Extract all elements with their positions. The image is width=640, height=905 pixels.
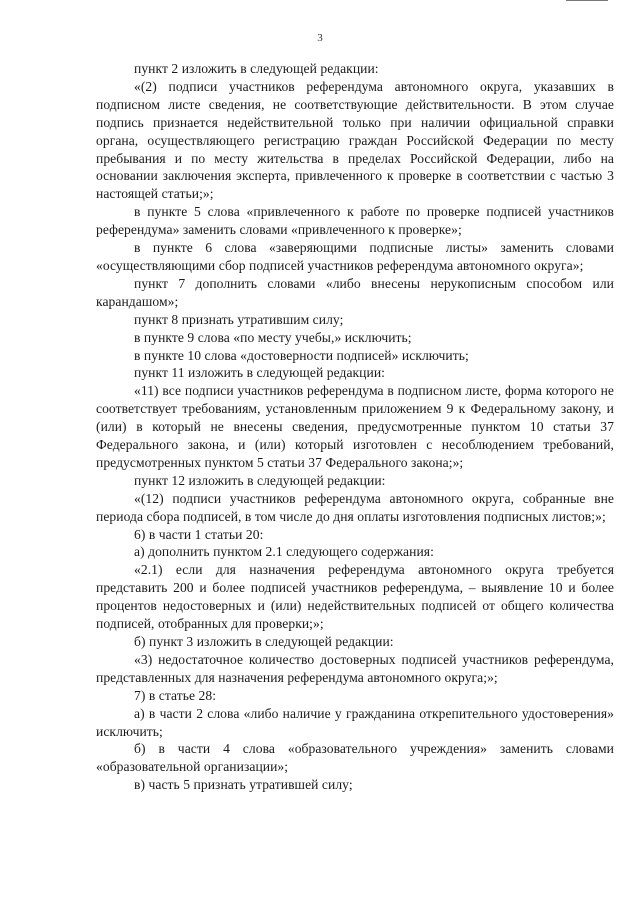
page-number: 3 bbox=[317, 32, 323, 44]
paragraph: б) пункт 3 изложить в следующей редакции: bbox=[134, 634, 394, 649]
document-body bbox=[96, 60, 614, 794]
scan-edge-mark bbox=[566, 0, 608, 1]
paragraph: в пункте 5 слова «привлеченного к работе по проверке подписей участников референдума» заменить словами «привлеченного к проверке»; bbox=[96, 204, 614, 238]
paragraph: пункт 7 дополнить словами «либо внесены нерукописным способом или карандашом»; bbox=[96, 275, 614, 309]
paragraph: 6) в части 1 статьи 20: bbox=[134, 526, 264, 542]
paragraph: пункт 2 изложить в следующей редакции: bbox=[134, 61, 379, 76]
paragraph: 7) в статье 28: bbox=[134, 687, 217, 703]
paragraph: пункт 11 изложить в следующей редакции: bbox=[134, 365, 385, 381]
paragraph: «11) все подписи участников референдума в подписном листе, форма которого не соответствует требованиям, установленным приложением 9 к Федеральному закону, и (или) в который не внесены сведения, предусмотренные пунктом 10 статьи 37 Федерального закона, и (или) который изготовлен с несоблюдением требований, предусмотренных пунктом 5 статьи 37 Федерального закона;»; bbox=[96, 383, 614, 470]
paragraph: пункт 12 изложить в следующей редакции: bbox=[134, 472, 386, 488]
paragraph: а) дополнить пунктом 2.1 следующего содержания: bbox=[134, 544, 434, 560]
paragraph: пункт 8 признать утратившим силу; bbox=[134, 311, 344, 327]
paragraph: в пункте 6 слова «заверяющими подписные листы» заменить словами «осуществляющими сбор подписей участников референдума автономного округа»; bbox=[96, 240, 614, 273]
paragraph: а) в части 2 слова «либо наличие у гражданина открепительного удостоверения» исключить; bbox=[96, 705, 614, 739]
paragraph: «(12) подписи участников референдума автономного округа, собранные вне периода сбора подписей, в том числе до дня оплаты изготовления подписных листов;»; bbox=[96, 490, 614, 524]
paragraph: «(2) подписи участников референдума автономного округа, указавших в подписном листе сведения, не соответствующие действительности. В этом случае подпись признается недействительной только при наличии официальной справки органа, осуществляющего регистрацию граждан Российской Федерации по месту пребывания и по месту жительства в пределах Российской Федерации, либо на основании заключения эксперта, привлеченного к проверке в соответствии с частью 3 настоящей статьи;»; bbox=[96, 78, 614, 202]
paragraph: в) часть 5 признать утратившей силу; bbox=[134, 777, 353, 793]
paragraph: б) в части 4 слова «образовательного учреждения» заменить словами «образовательной организации»; bbox=[96, 741, 614, 775]
paragraph: «2.1) если для назначения референдума автономного округа требуется представить 200 и более подписей участников референдума, – выявление 10 и более процентов недостоверных и (или) недействительных подписей от общего количества подписей, отобранных для проверки;»; bbox=[96, 562, 614, 632]
paragraph: в пункте 10 слова «достоверности подписей» исключить; bbox=[134, 347, 469, 363]
paragraph: «3) недостаточное количество достоверных подписей участников референдума, представленных для назначения референдума автономного округа;»; bbox=[96, 651, 614, 685]
paragraph: в пункте 9 слова «по месту учебы,» исключить; bbox=[134, 329, 412, 345]
